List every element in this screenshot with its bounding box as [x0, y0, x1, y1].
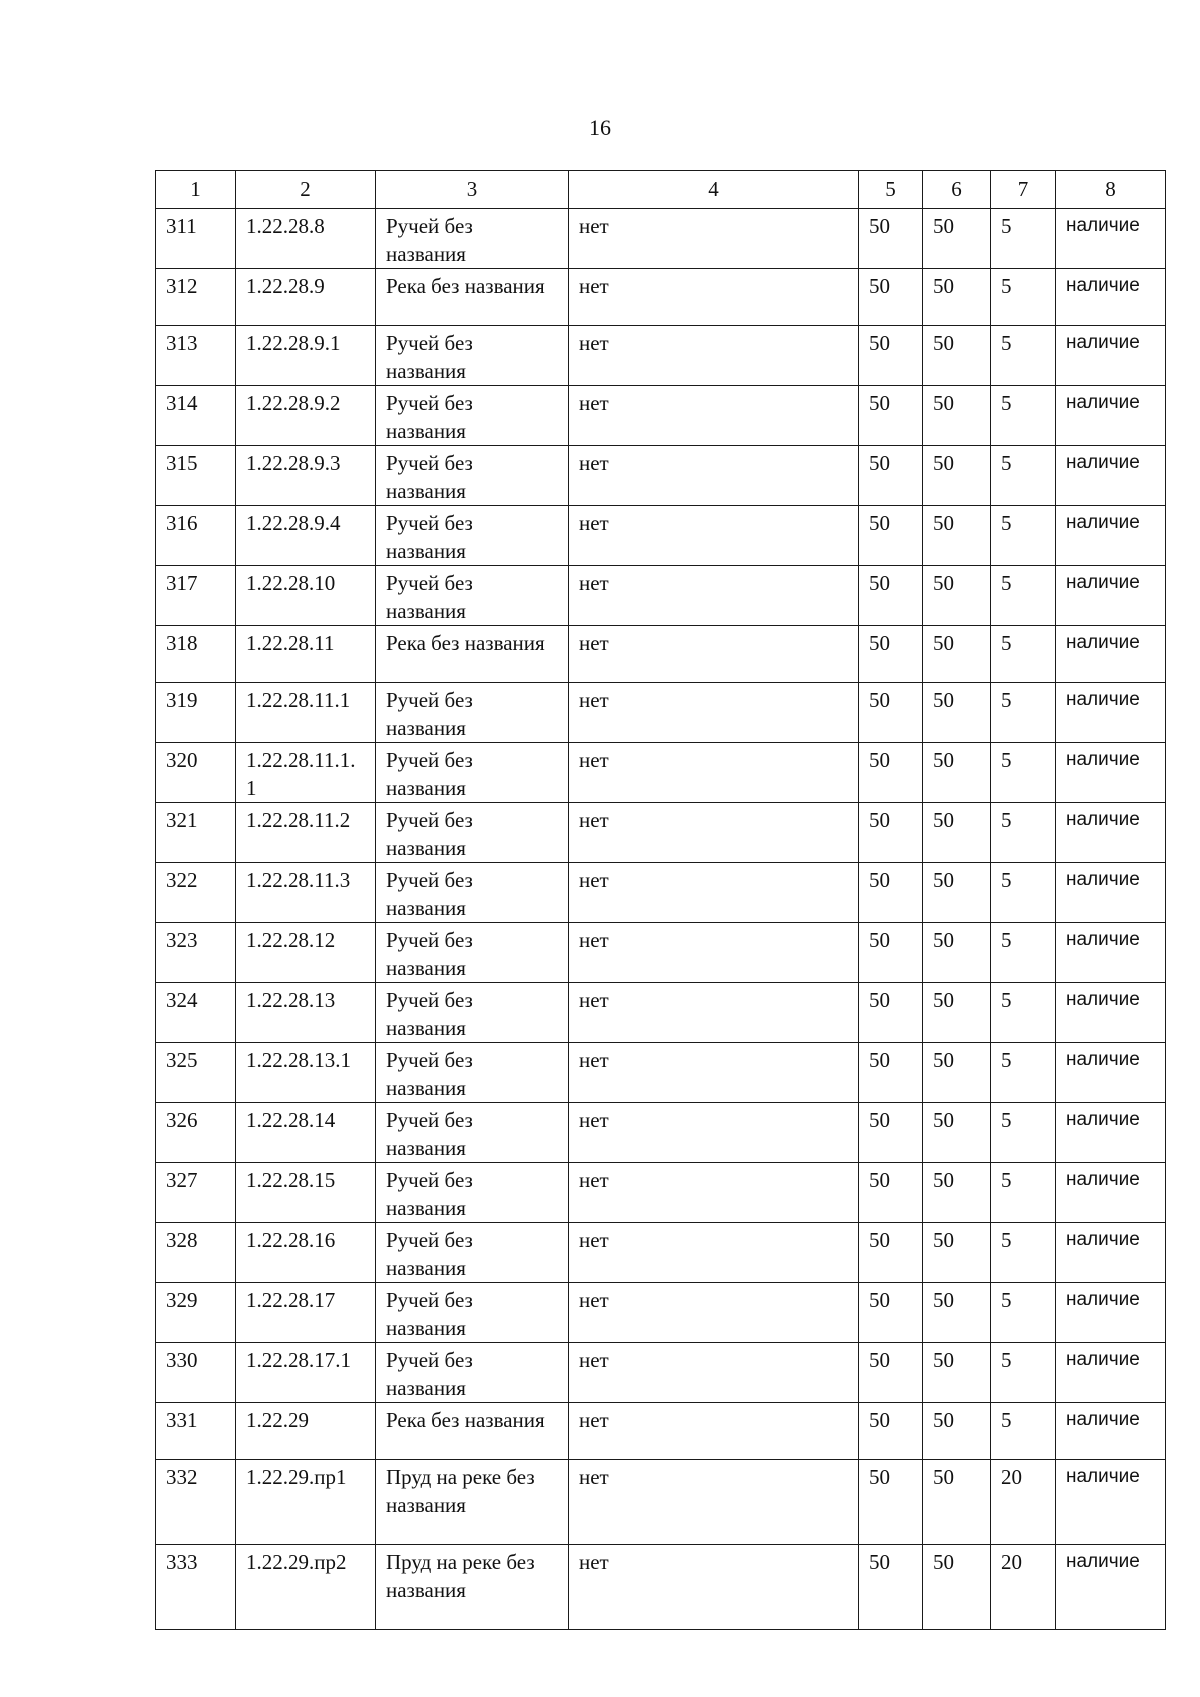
- column-5-cell: 50: [859, 1545, 923, 1630]
- column-4-cell: нет: [569, 269, 859, 326]
- row-number-cell: 317: [156, 566, 236, 626]
- object-name-cell: Пруд на реке без названия: [376, 1545, 569, 1630]
- column-6-cell: 50: [923, 1343, 991, 1403]
- row-number-cell: 331: [156, 1403, 236, 1460]
- object-code-cell: 1.22.29: [236, 1403, 376, 1460]
- table-row: [156, 209, 1166, 269]
- object-name-cell: Ручей без названия: [376, 1223, 569, 1283]
- table-row: [156, 506, 1166, 566]
- column-7-cell: 5: [991, 626, 1056, 683]
- object-code-cell: 1.22.28.17: [236, 1283, 376, 1343]
- row-number-cell: 324: [156, 983, 236, 1043]
- column-6-cell: 50: [923, 326, 991, 386]
- column-4-cell: нет: [569, 566, 859, 626]
- presence-cell: наличие: [1056, 1103, 1166, 1163]
- column-6-cell: 50: [923, 386, 991, 446]
- column-5-cell: 50: [859, 269, 923, 326]
- presence-cell: наличие: [1056, 209, 1166, 269]
- column-7-cell: 5: [991, 269, 1056, 326]
- column-7-cell: 5: [991, 863, 1056, 923]
- object-name-cell: Ручей без названия: [376, 1343, 569, 1403]
- column-6-cell: 50: [923, 566, 991, 626]
- object-code-cell: 1.22.28.11.1: [236, 683, 376, 743]
- row-number-cell: 326: [156, 1103, 236, 1163]
- column-5-cell: 50: [859, 743, 923, 803]
- column-6-cell: 50: [923, 923, 991, 983]
- column-6-cell: 50: [923, 743, 991, 803]
- table-row: [156, 1223, 1166, 1283]
- table-header: [156, 171, 1166, 209]
- row-number-cell: 327: [156, 1163, 236, 1223]
- object-name-cell: Ручей без названия: [376, 863, 569, 923]
- row-number-cell: 322: [156, 863, 236, 923]
- object-code-cell: 1.22.28.9.1: [236, 326, 376, 386]
- presence-cell: наличие: [1056, 269, 1166, 326]
- column-6-cell: 50: [923, 209, 991, 269]
- column-6-cell: 50: [923, 983, 991, 1043]
- presence-cell: наличие: [1056, 1343, 1166, 1403]
- column-4-cell: нет: [569, 1043, 859, 1103]
- row-number-cell: 328: [156, 1223, 236, 1283]
- column-6-cell: 50: [923, 1163, 991, 1223]
- column-6-cell: 50: [923, 1545, 991, 1630]
- column-7-cell: 5: [991, 683, 1056, 743]
- column-7-cell: 5: [991, 743, 1056, 803]
- row-number-cell: 329: [156, 1283, 236, 1343]
- presence-cell: наличие: [1056, 1403, 1166, 1460]
- presence-cell: наличие: [1056, 566, 1166, 626]
- row-number-cell: 314: [156, 386, 236, 446]
- column-4-cell: нет: [569, 446, 859, 506]
- column-6-cell: 50: [923, 1043, 991, 1103]
- column-header-1: 1: [156, 171, 236, 209]
- presence-cell: наличие: [1056, 683, 1166, 743]
- column-5-cell: 50: [859, 1343, 923, 1403]
- presence-cell: наличие: [1056, 1163, 1166, 1223]
- table-row: [156, 1545, 1166, 1630]
- column-5-cell: 50: [859, 1163, 923, 1223]
- column-5-cell: 50: [859, 1460, 923, 1545]
- object-code-cell: 1.22.28.12: [236, 923, 376, 983]
- column-5-cell: 50: [859, 446, 923, 506]
- object-code-cell: 1.22.28.11: [236, 626, 376, 683]
- column-5-cell: 50: [859, 326, 923, 386]
- column-5-cell: 50: [859, 923, 923, 983]
- column-7-cell: 5: [991, 446, 1056, 506]
- object-code-cell: 1.22.28.10: [236, 566, 376, 626]
- table-row: [156, 1043, 1166, 1103]
- column-4-cell: нет: [569, 1163, 859, 1223]
- column-4-cell: нет: [569, 626, 859, 683]
- column-7-cell: 5: [991, 1223, 1056, 1283]
- object-code-cell: 1.22.28.13: [236, 983, 376, 1043]
- column-7-cell: 5: [991, 803, 1056, 863]
- object-name-cell: Ручей без названия: [376, 743, 569, 803]
- object-code-cell: 1.22.28.13.1: [236, 1043, 376, 1103]
- object-code-cell: 1.22.28.9.2: [236, 386, 376, 446]
- presence-cell: наличие: [1056, 446, 1166, 506]
- column-header-8: 8: [1056, 171, 1166, 209]
- presence-cell: наличие: [1056, 1545, 1166, 1630]
- column-4-cell: нет: [569, 1545, 859, 1630]
- table-row: [156, 983, 1166, 1043]
- object-name-cell: Ручей без названия: [376, 1163, 569, 1223]
- column-header-6: 6: [923, 171, 991, 209]
- column-4-cell: нет: [569, 1460, 859, 1545]
- column-5-cell: 50: [859, 983, 923, 1043]
- column-5-cell: 50: [859, 683, 923, 743]
- row-number-cell: 318: [156, 626, 236, 683]
- column-header-3: 3: [376, 171, 569, 209]
- column-4-cell: нет: [569, 743, 859, 803]
- column-6-cell: 50: [923, 1103, 991, 1163]
- column-6-cell: 50: [923, 1403, 991, 1460]
- column-6-cell: 50: [923, 1460, 991, 1545]
- presence-cell: наличие: [1056, 326, 1166, 386]
- object-name-cell: Ручей без названия: [376, 1043, 569, 1103]
- presence-cell: наличие: [1056, 863, 1166, 923]
- column-4-cell: нет: [569, 506, 859, 566]
- presence-cell: наличие: [1056, 506, 1166, 566]
- object-name-cell: Ручей без названия: [376, 1283, 569, 1343]
- object-code-cell: 1.22.28.11.1.1: [236, 743, 376, 803]
- table-row: [156, 1460, 1166, 1545]
- row-number-cell: 333: [156, 1545, 236, 1630]
- table-row: [156, 446, 1166, 506]
- table-row: [156, 803, 1166, 863]
- row-number-cell: 312: [156, 269, 236, 326]
- column-header-2: 2: [236, 171, 376, 209]
- object-name-cell: Ручей без названия: [376, 326, 569, 386]
- row-number-cell: 321: [156, 803, 236, 863]
- column-5-cell: 50: [859, 1403, 923, 1460]
- object-code-cell: 1.22.28.16: [236, 1223, 376, 1283]
- column-7-cell: 5: [991, 1283, 1056, 1343]
- column-7-cell: 5: [991, 983, 1056, 1043]
- column-4-cell: нет: [569, 983, 859, 1043]
- column-header-5: 5: [859, 171, 923, 209]
- object-code-cell: 1.22.29.пр2: [236, 1545, 376, 1630]
- column-4-cell: нет: [569, 683, 859, 743]
- table-row: [156, 1103, 1166, 1163]
- presence-cell: наличие: [1056, 923, 1166, 983]
- column-5-cell: 50: [859, 863, 923, 923]
- column-6-cell: 50: [923, 626, 991, 683]
- object-name-cell: Река без названия: [376, 1403, 569, 1460]
- row-number-cell: 311: [156, 209, 236, 269]
- row-number-cell: 319: [156, 683, 236, 743]
- presence-cell: наличие: [1056, 803, 1166, 863]
- column-5-cell: 50: [859, 803, 923, 863]
- column-4-cell: нет: [569, 1403, 859, 1460]
- column-4-cell: нет: [569, 326, 859, 386]
- table-row: [156, 1403, 1166, 1460]
- column-4-cell: нет: [569, 1343, 859, 1403]
- column-6-cell: 50: [923, 1223, 991, 1283]
- table-row: [156, 683, 1166, 743]
- column-7-cell: 5: [991, 1103, 1056, 1163]
- row-number-cell: 313: [156, 326, 236, 386]
- object-code-cell: 1.22.28.17.1: [236, 1343, 376, 1403]
- column-4-cell: нет: [569, 863, 859, 923]
- presence-cell: наличие: [1056, 1223, 1166, 1283]
- object-code-cell: 1.22.28.11.3: [236, 863, 376, 923]
- column-7-cell: 20: [991, 1460, 1056, 1545]
- column-7-cell: 5: [991, 1163, 1056, 1223]
- object-code-cell: 1.22.28.8: [236, 209, 376, 269]
- object-name-cell: Ручей без названия: [376, 683, 569, 743]
- object-code-cell: 1.22.28.15: [236, 1163, 376, 1223]
- object-code-cell: 1.22.28.9: [236, 269, 376, 326]
- object-code-cell: 1.22.28.14: [236, 1103, 376, 1163]
- object-code-cell: 1.22.28.11.2: [236, 803, 376, 863]
- column-5-cell: 50: [859, 1283, 923, 1343]
- column-5-cell: 50: [859, 209, 923, 269]
- table-row: [156, 326, 1166, 386]
- object-name-cell: Ручей без названия: [376, 446, 569, 506]
- column-7-cell: 5: [991, 326, 1056, 386]
- column-4-cell: нет: [569, 209, 859, 269]
- row-number-cell: 315: [156, 446, 236, 506]
- column-5-cell: 50: [859, 566, 923, 626]
- column-7-cell: 5: [991, 506, 1056, 566]
- row-number-cell: 316: [156, 506, 236, 566]
- header-row: [156, 171, 1166, 209]
- table-row: [156, 566, 1166, 626]
- presence-cell: наличие: [1056, 1043, 1166, 1103]
- table-row: [156, 1343, 1166, 1403]
- object-name-cell: Ручей без названия: [376, 566, 569, 626]
- column-7-cell: 5: [991, 566, 1056, 626]
- column-6-cell: 50: [923, 863, 991, 923]
- column-6-cell: 50: [923, 269, 991, 326]
- row-number-cell: 330: [156, 1343, 236, 1403]
- object-name-cell: Река без названия: [376, 269, 569, 326]
- presence-cell: наличие: [1056, 626, 1166, 683]
- column-5-cell: 50: [859, 506, 923, 566]
- table-row: [156, 1283, 1166, 1343]
- column-7-cell: 5: [991, 923, 1056, 983]
- column-4-cell: нет: [569, 803, 859, 863]
- object-code-cell: 1.22.28.9.4: [236, 506, 376, 566]
- table-row: [156, 1163, 1166, 1223]
- column-header-4: 4: [569, 171, 859, 209]
- object-name-cell: Ручей без названия: [376, 209, 569, 269]
- presence-cell: наличие: [1056, 743, 1166, 803]
- object-name-cell: Ручей без названия: [376, 506, 569, 566]
- table-row: [156, 863, 1166, 923]
- object-name-cell: Ручей без названия: [376, 983, 569, 1043]
- column-6-cell: 50: [923, 683, 991, 743]
- column-4-cell: нет: [569, 923, 859, 983]
- column-4-cell: нет: [569, 1103, 859, 1163]
- object-name-cell: Пруд на реке без названия: [376, 1460, 569, 1545]
- object-code-cell: 1.22.29.пр1: [236, 1460, 376, 1545]
- column-6-cell: 50: [923, 506, 991, 566]
- object-code-cell: 1.22.28.9.3: [236, 446, 376, 506]
- object-name-cell: Ручей без названия: [376, 386, 569, 446]
- table-row: [156, 626, 1166, 683]
- column-5-cell: 50: [859, 1043, 923, 1103]
- column-6-cell: 50: [923, 803, 991, 863]
- table-row: [156, 269, 1166, 326]
- row-number-cell: 320: [156, 743, 236, 803]
- column-5-cell: 50: [859, 1223, 923, 1283]
- column-7-cell: 5: [991, 1043, 1056, 1103]
- column-7-cell: 20: [991, 1545, 1056, 1630]
- presence-cell: наличие: [1056, 1283, 1166, 1343]
- column-7-cell: 5: [991, 386, 1056, 446]
- row-number-cell: 332: [156, 1460, 236, 1545]
- column-header-7: 7: [991, 171, 1056, 209]
- column-4-cell: нет: [569, 1283, 859, 1343]
- column-6-cell: 50: [923, 1283, 991, 1343]
- page-number: 16: [589, 115, 611, 140]
- row-number-cell: 325: [156, 1043, 236, 1103]
- presence-cell: наличие: [1056, 386, 1166, 446]
- table-body: [156, 209, 1166, 1630]
- column-7-cell: 5: [991, 1403, 1056, 1460]
- column-7-cell: 5: [991, 209, 1056, 269]
- object-name-cell: Ручей без названия: [376, 923, 569, 983]
- column-5-cell: 50: [859, 626, 923, 683]
- column-5-cell: 50: [859, 1103, 923, 1163]
- presence-cell: наличие: [1056, 1460, 1166, 1545]
- object-name-cell: Ручей без названия: [376, 803, 569, 863]
- table-row: [156, 743, 1166, 803]
- column-4-cell: нет: [569, 386, 859, 446]
- object-name-cell: Ручей без названия: [376, 1103, 569, 1163]
- column-4-cell: нет: [569, 1223, 859, 1283]
- object-name-cell: Река без названия: [376, 626, 569, 683]
- column-5-cell: 50: [859, 386, 923, 446]
- water-objects-table: [155, 170, 1166, 1630]
- table-row: [156, 923, 1166, 983]
- presence-cell: наличие: [1056, 983, 1166, 1043]
- column-7-cell: 5: [991, 1343, 1056, 1403]
- table-row: [156, 386, 1166, 446]
- row-number-cell: 323: [156, 923, 236, 983]
- column-6-cell: 50: [923, 446, 991, 506]
